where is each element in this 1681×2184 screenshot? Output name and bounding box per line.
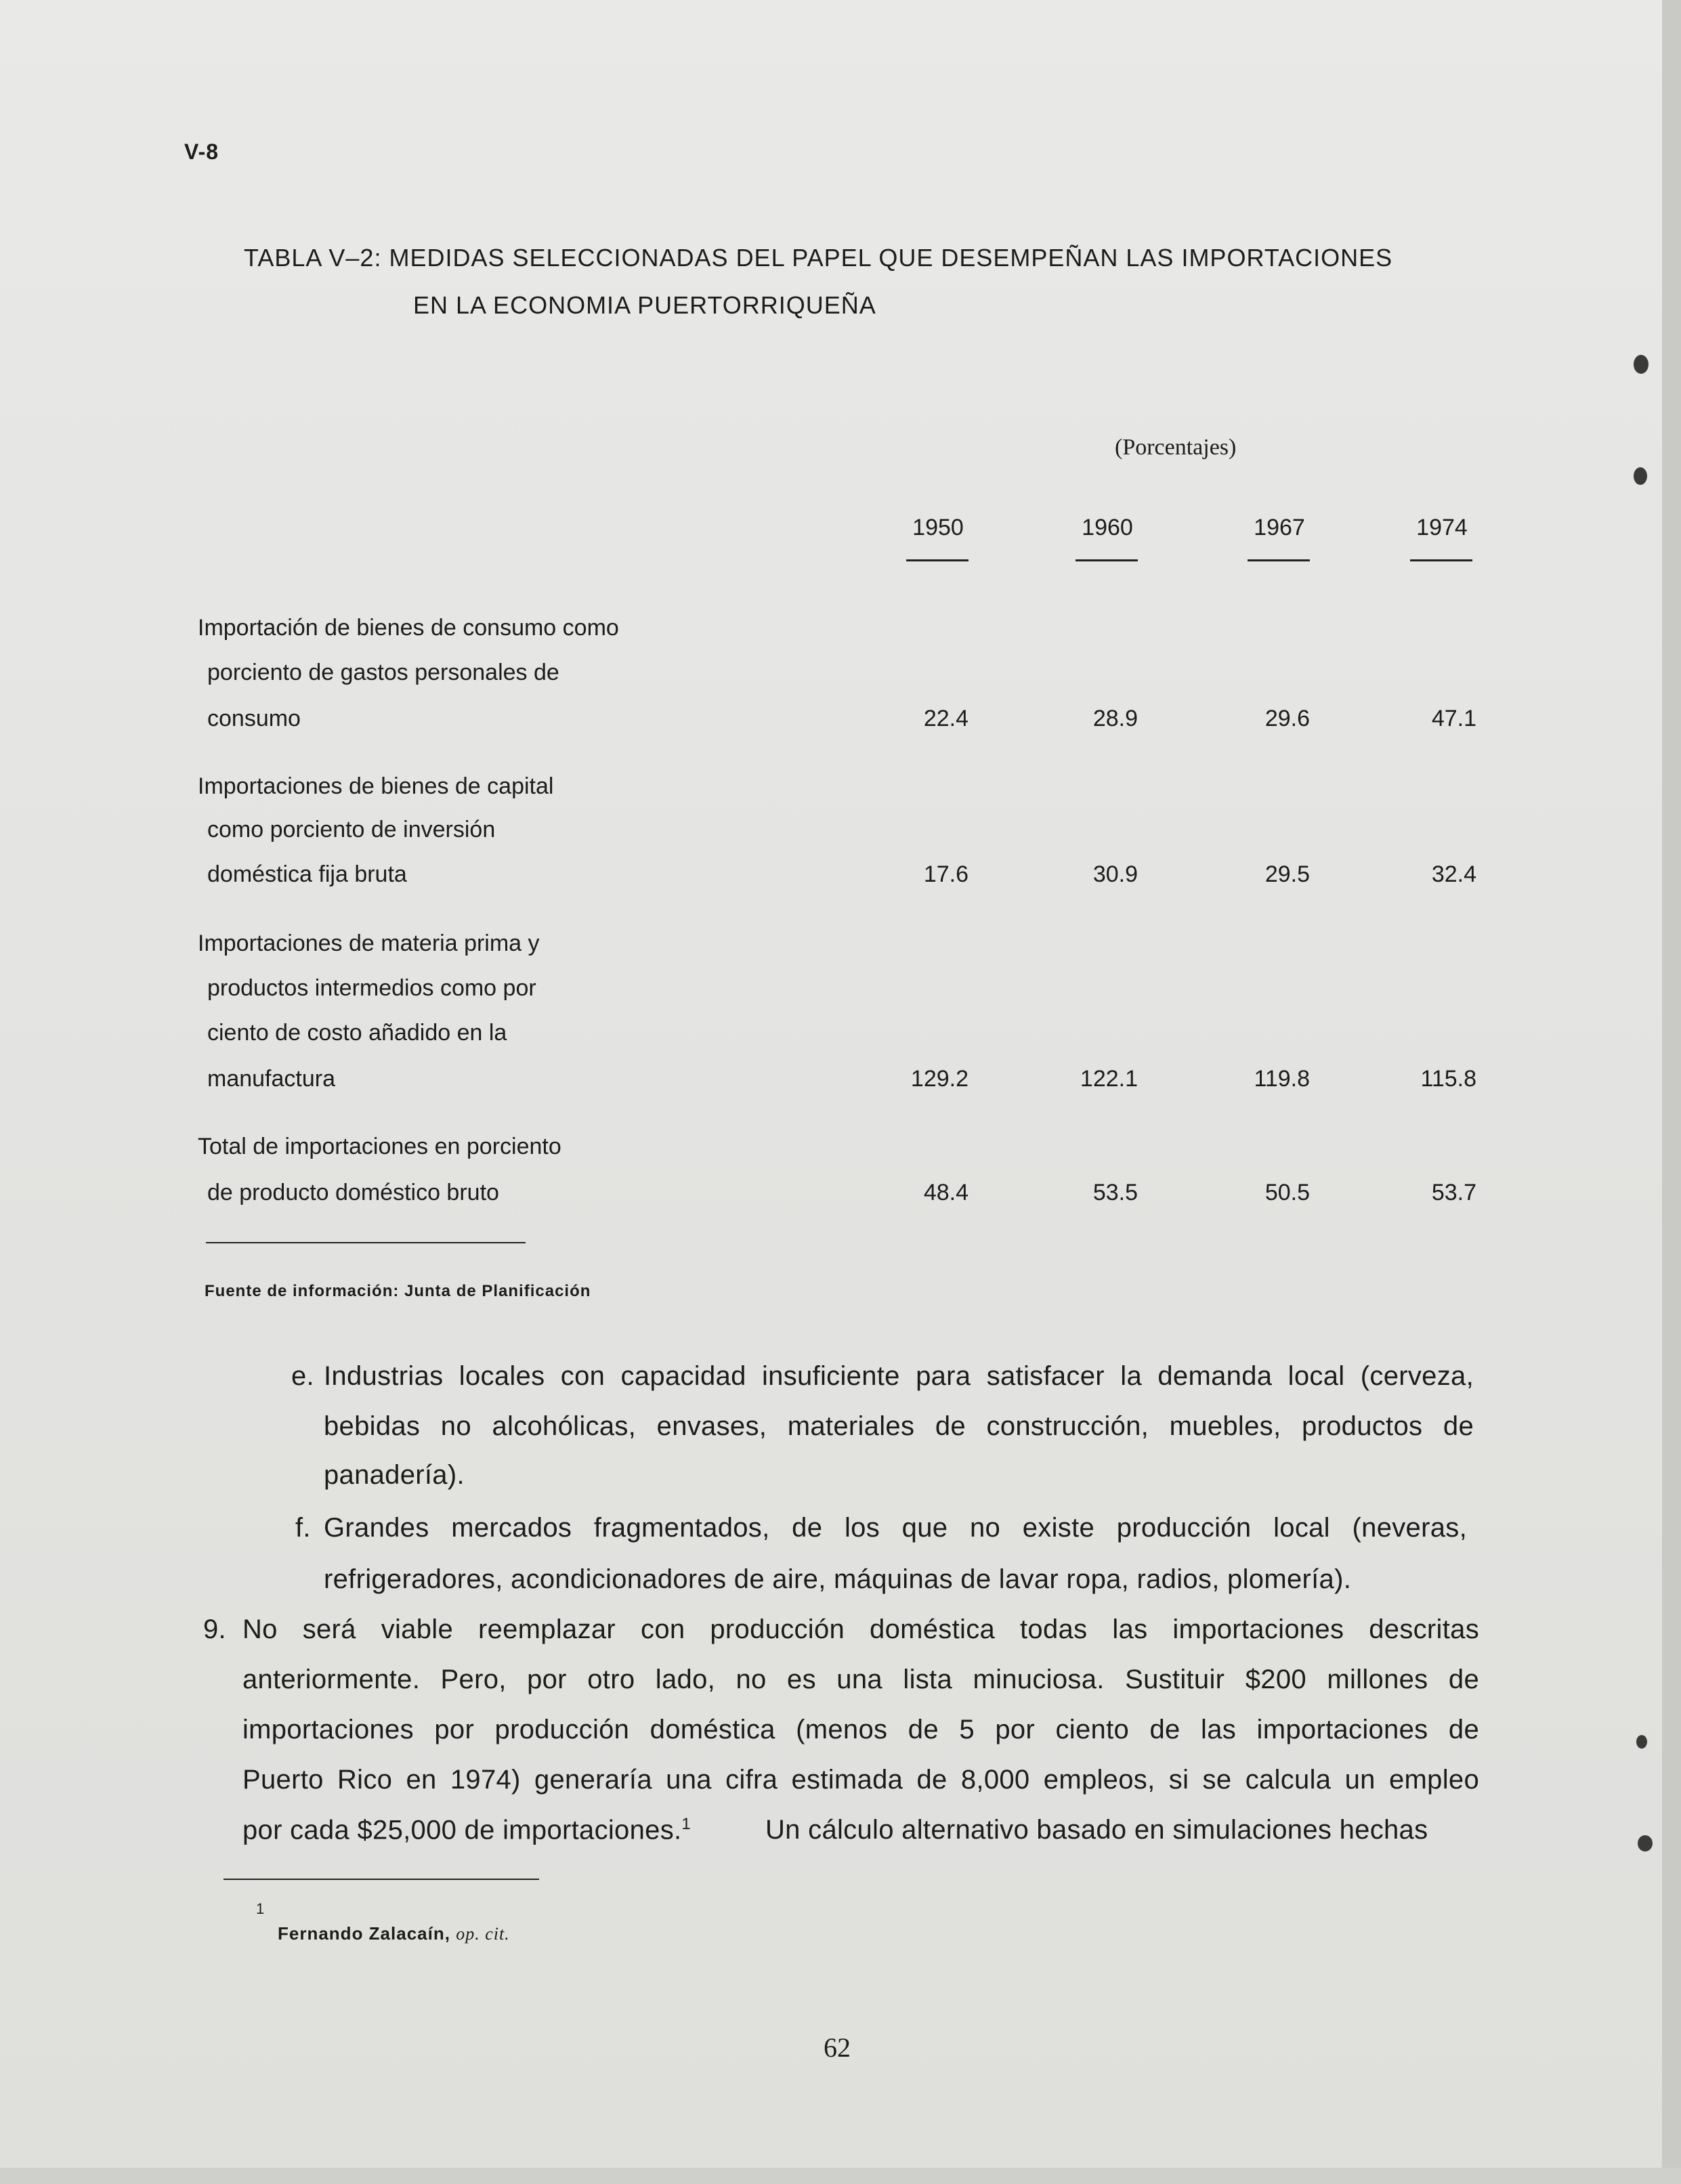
year-underline	[906, 559, 969, 561]
paragraph-line: por cada $25,000 de importaciones.$^1$	[242, 1815, 691, 1845]
table-cell: 29.6	[1264, 706, 1310, 731]
table-cell: 53.7	[1431, 1180, 1476, 1205]
paragraph-line: importaciones por producción doméstica (menos de 5 por ciento de las importaciones de	[242, 1715, 1479, 1744]
year-underline	[1410, 559, 1472, 561]
row-label-line: Importación de bienes de consumo como	[198, 615, 619, 641]
source-rule	[206, 1242, 526, 1243]
footnote-rule	[224, 1879, 539, 1880]
table-units: (Porcentajes)	[1115, 435, 1237, 460]
table-title-line-2: EN LA ECONOMIA PUERTORRIQUEÑA	[413, 291, 876, 319]
year-underline	[1076, 559, 1138, 561]
paragraph-line: Grandes mercados fragmentados, de los que no existe producción local (neveras,	[324, 1513, 1467, 1543]
row-label-line: como porciento de inversión	[207, 817, 496, 842]
paragraph-line: Un cálculo alternativo basado en simulaciones hechas	[765, 1815, 1428, 1845]
table-cell: 115.8	[1420, 1066, 1476, 1092]
table-title-line-1: TABLA V–2: MEDIDAS SELECCIONADAS DEL PAPEL QUE DESEMPEÑAN LAS IMPORTACIONES	[244, 244, 1393, 272]
paragraph-line: No será viable reemplazar con producción doméstica todas las importaciones descritas	[242, 1614, 1479, 1644]
row-label-line: Importaciones de bienes de capital	[198, 773, 554, 799]
table-cell: 30.9	[1092, 861, 1138, 887]
paragraph-line: Puerto Rico en 1974) generaría una cifra estimada de 8,000 empleos, si se calcula un empleo	[242, 1765, 1479, 1795]
item-marker: e.	[291, 1361, 314, 1391]
table-cell: 47.1	[1431, 706, 1476, 731]
row-label-line: porciento de gastos personales de	[207, 660, 559, 685]
year-header: 1974	[1416, 515, 1468, 540]
row-label-line: de producto doméstico bruto	[207, 1180, 499, 1205]
row-label-line: consumo	[207, 706, 301, 731]
binder-hole-icon	[1634, 467, 1647, 485]
paragraph-line: bebidas no alcohólicas, envases, materiales de construcción, muebles, productos de	[324, 1411, 1474, 1441]
row-label-line: Total de importaciones en porciento	[198, 1134, 561, 1159]
paragraph-line: refrigeradores, acondicionadores de aire, máquinas de lavar ropa, radios, plomería).	[324, 1564, 1352, 1594]
table-cell: 129.2	[910, 1066, 969, 1092]
binder-hole-icon	[1636, 1735, 1647, 1749]
year-header: 1960	[1082, 515, 1133, 540]
row-label-line: ciento de costo añadido en la	[207, 1020, 507, 1046]
table-cell: 119.8	[1254, 1066, 1310, 1092]
row-label-line: productos intermedios como por	[207, 975, 536, 1001]
footnote-text: Fernando Zalacaín, op. cit.	[278, 1923, 510, 1944]
table-cell: 53.5	[1092, 1180, 1138, 1205]
item-marker: 9.	[203, 1614, 226, 1644]
table-cell: 122.1	[1080, 1066, 1138, 1092]
paragraph-line: anteriormente. Pero, por otro lado, no es una lista minuciosa. Sustituir $200 millones de	[242, 1665, 1479, 1694]
table-cell: 22.4	[923, 706, 969, 731]
paragraph-line: panadería).	[324, 1460, 465, 1490]
row-label-line: Importaciones de materia prima y	[198, 930, 540, 956]
year-header: 1967	[1254, 515, 1305, 540]
row-label-line: manufactura	[207, 1066, 335, 1092]
table-cell: 48.4	[923, 1180, 969, 1205]
table-cell: 50.5	[1264, 1180, 1310, 1205]
footnote-number: 1	[256, 1900, 265, 1917]
paragraph-line: Industrias locales con capacidad insuficiente para satisfacer la demanda local (cerveza,	[324, 1361, 1474, 1391]
table-cell: 32.4	[1431, 861, 1476, 887]
footnote-reference[interactable]: 1	[681, 1815, 691, 1833]
page-number: 62	[824, 2032, 851, 2063]
table-cell: 29.5	[1264, 861, 1310, 887]
page-edge-bottom	[0, 2168, 1681, 2184]
year-header: 1950	[912, 515, 964, 540]
table-source: Fuente de información: Junta de Planificación	[205, 1282, 591, 1300]
binder-hole-icon	[1634, 355, 1648, 374]
year-underline	[1248, 559, 1310, 561]
table-cell: 17.6	[923, 861, 969, 887]
footnote-citation: op. cit.	[456, 1924, 510, 1944]
table-cell: 28.9	[1092, 706, 1138, 731]
page-edge-right	[1662, 0, 1681, 2184]
binder-hole-icon	[1638, 1835, 1653, 1851]
page-identifier: V-8	[184, 140, 219, 164]
item-marker: f.	[295, 1513, 311, 1543]
row-label-line: doméstica fija bruta	[207, 861, 407, 887]
